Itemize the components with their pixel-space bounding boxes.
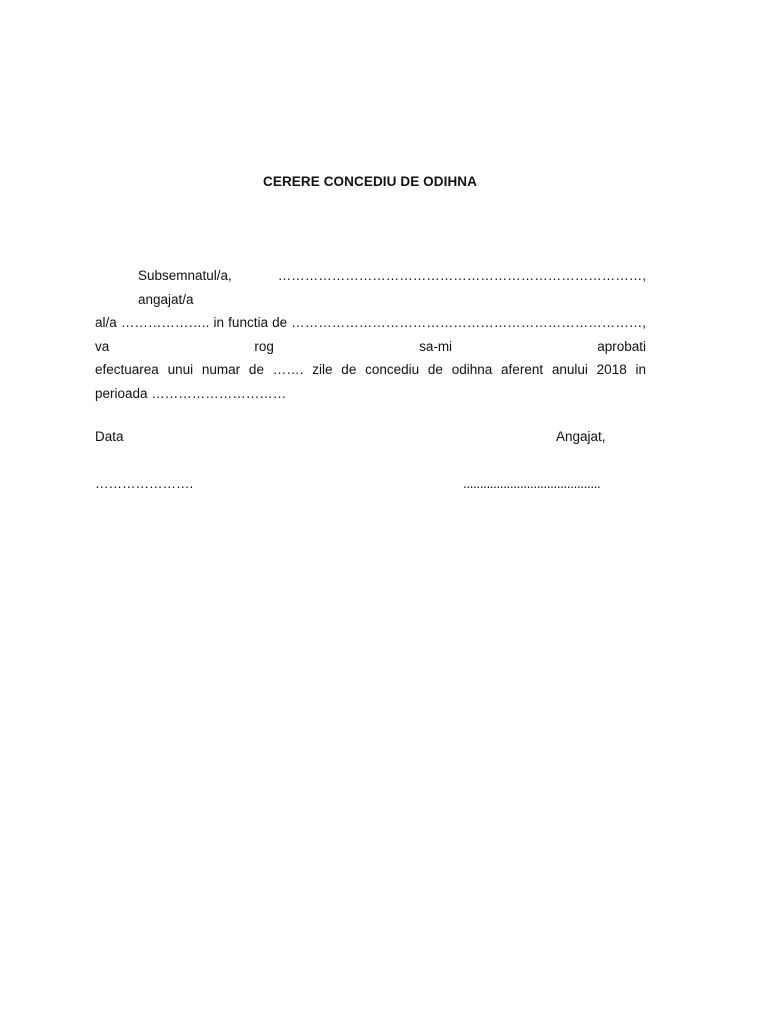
paragraph-line-4: perioada ………………………… bbox=[95, 385, 287, 401]
paragraph-line-3: efectuarea unui numar de ……. zile de concediu de odihna aferent anului 2018 in bbox=[95, 362, 646, 377]
request-paragraph bbox=[95, 264, 646, 405]
document-title: CERERE CONCEDIU DE ODIHNA bbox=[262, 174, 478, 189]
signature-placeholder: ......................................... bbox=[463, 476, 601, 491]
date-label: Data bbox=[95, 429, 124, 444]
paragraph-line-2: al/a ……………….. in functia de ……………………………………………………………………, va rog sa-mi aprobati bbox=[95, 315, 646, 354]
paragraph-line-1: Subsemnatul/a, ………………………………………………………………………, angajat/a bbox=[138, 268, 646, 307]
date-placeholder: …………………. bbox=[95, 476, 194, 491]
employee-label: Angajat, bbox=[556, 429, 606, 444]
